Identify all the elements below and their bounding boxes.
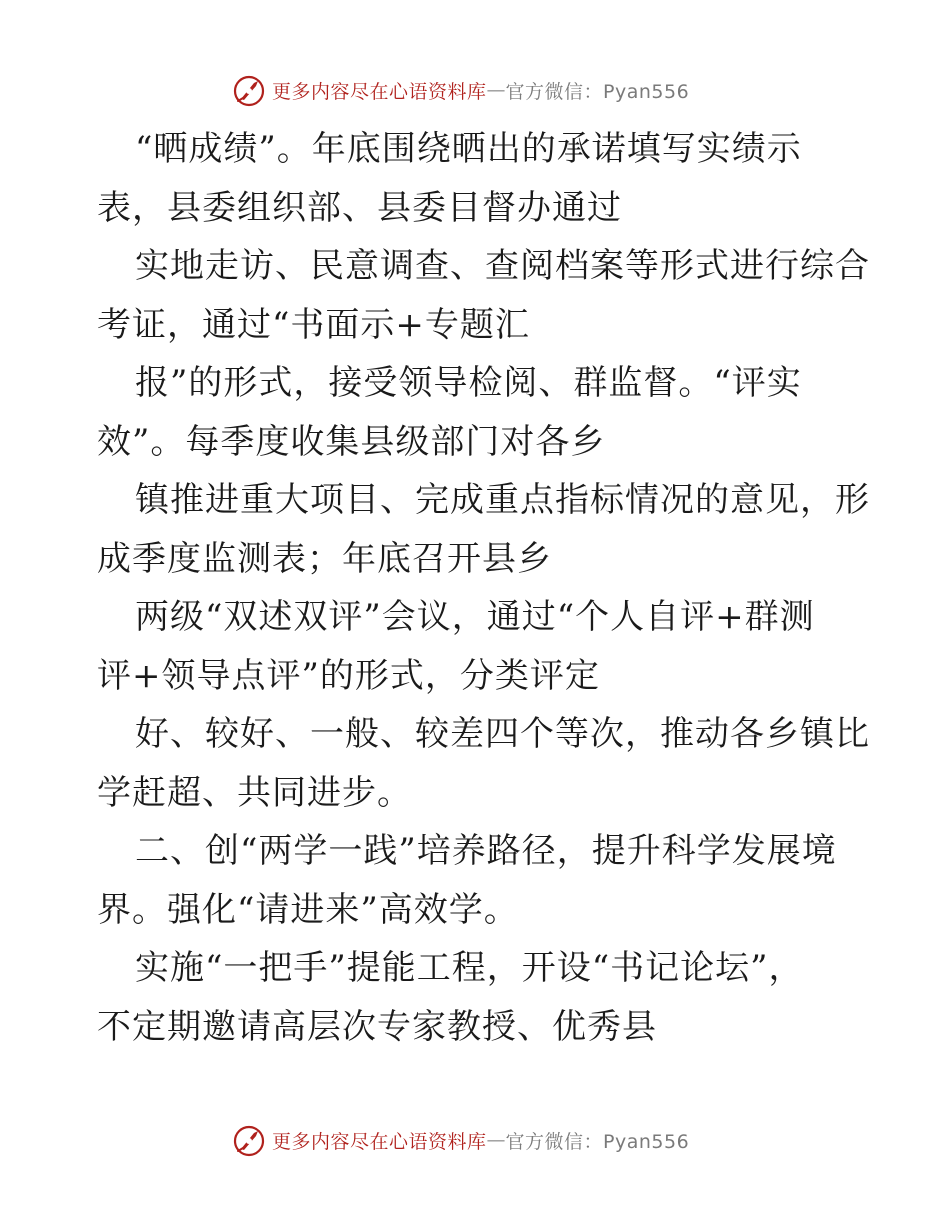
text-line: 报”的形式，接受领导检阅、群监督。“评实	[135, 363, 802, 403]
paragraph	[97, 471, 870, 588]
quill-pen-seal-icon	[232, 73, 266, 107]
paragraph	[97, 939, 857, 1056]
text-line: 界。强化“请进来”高效学。	[97, 889, 519, 930]
text-line: 学赶超、共同进步。	[97, 772, 412, 813]
paragraph	[97, 237, 870, 354]
watermark-separator: —	[486, 79, 506, 101]
paragraph	[97, 120, 857, 237]
text-line: 镇推进重大项目、完成重点指标情况的意见，形	[135, 480, 870, 520]
paragraph	[97, 705, 870, 822]
text-line: 成季度监测表；年底召开县乡	[97, 538, 552, 579]
text-line: “晒成绩”。年底围绕晒出的承诺填写实绩示	[135, 129, 802, 169]
text-line: 实施“一把手”提能工程，开设“书记论坛”，	[135, 948, 804, 988]
text-line: 考证，通过“书面示+专题汇	[97, 304, 530, 345]
text-line: 效”。每季度收集县级部门对各乡	[97, 421, 606, 462]
watermark-contact: 官方微信：Pyan556	[505, 80, 690, 103]
watermark-text: 更多内容尽在心语资料库	[272, 1130, 487, 1153]
text-line: 评+领导点评”的形式，分类评定	[97, 655, 600, 696]
quill-pen-seal-icon	[232, 1123, 266, 1157]
text-line: 不定期邀请高层次专家教授、优秀县	[97, 1006, 657, 1047]
watermark-contact: 官方微信：Pyan556	[505, 1130, 690, 1153]
watermark-text: 更多内容尽在心语资料库	[272, 80, 487, 103]
text-line: 两级“双述双评”会议，通过“个人自评+群测	[135, 597, 815, 637]
paragraph	[97, 588, 857, 705]
watermark-separator: —	[486, 1129, 506, 1151]
header-watermark	[232, 72, 689, 108]
footer-watermark	[232, 1122, 689, 1158]
document-body	[97, 120, 870, 1056]
text-line: 好、较好、一般、较差四个等次，推动各乡镇比	[135, 714, 870, 754]
text-line: 二、创“两学一践”培养路径，提升科学发展境	[135, 831, 837, 871]
paragraph	[97, 354, 857, 471]
text-line: 表，县委组织部、县委目督办通过	[97, 187, 622, 228]
text-line: 实地走访、民意调查、查阅档案等形式进行综合	[135, 246, 870, 286]
paragraph	[97, 822, 857, 939]
